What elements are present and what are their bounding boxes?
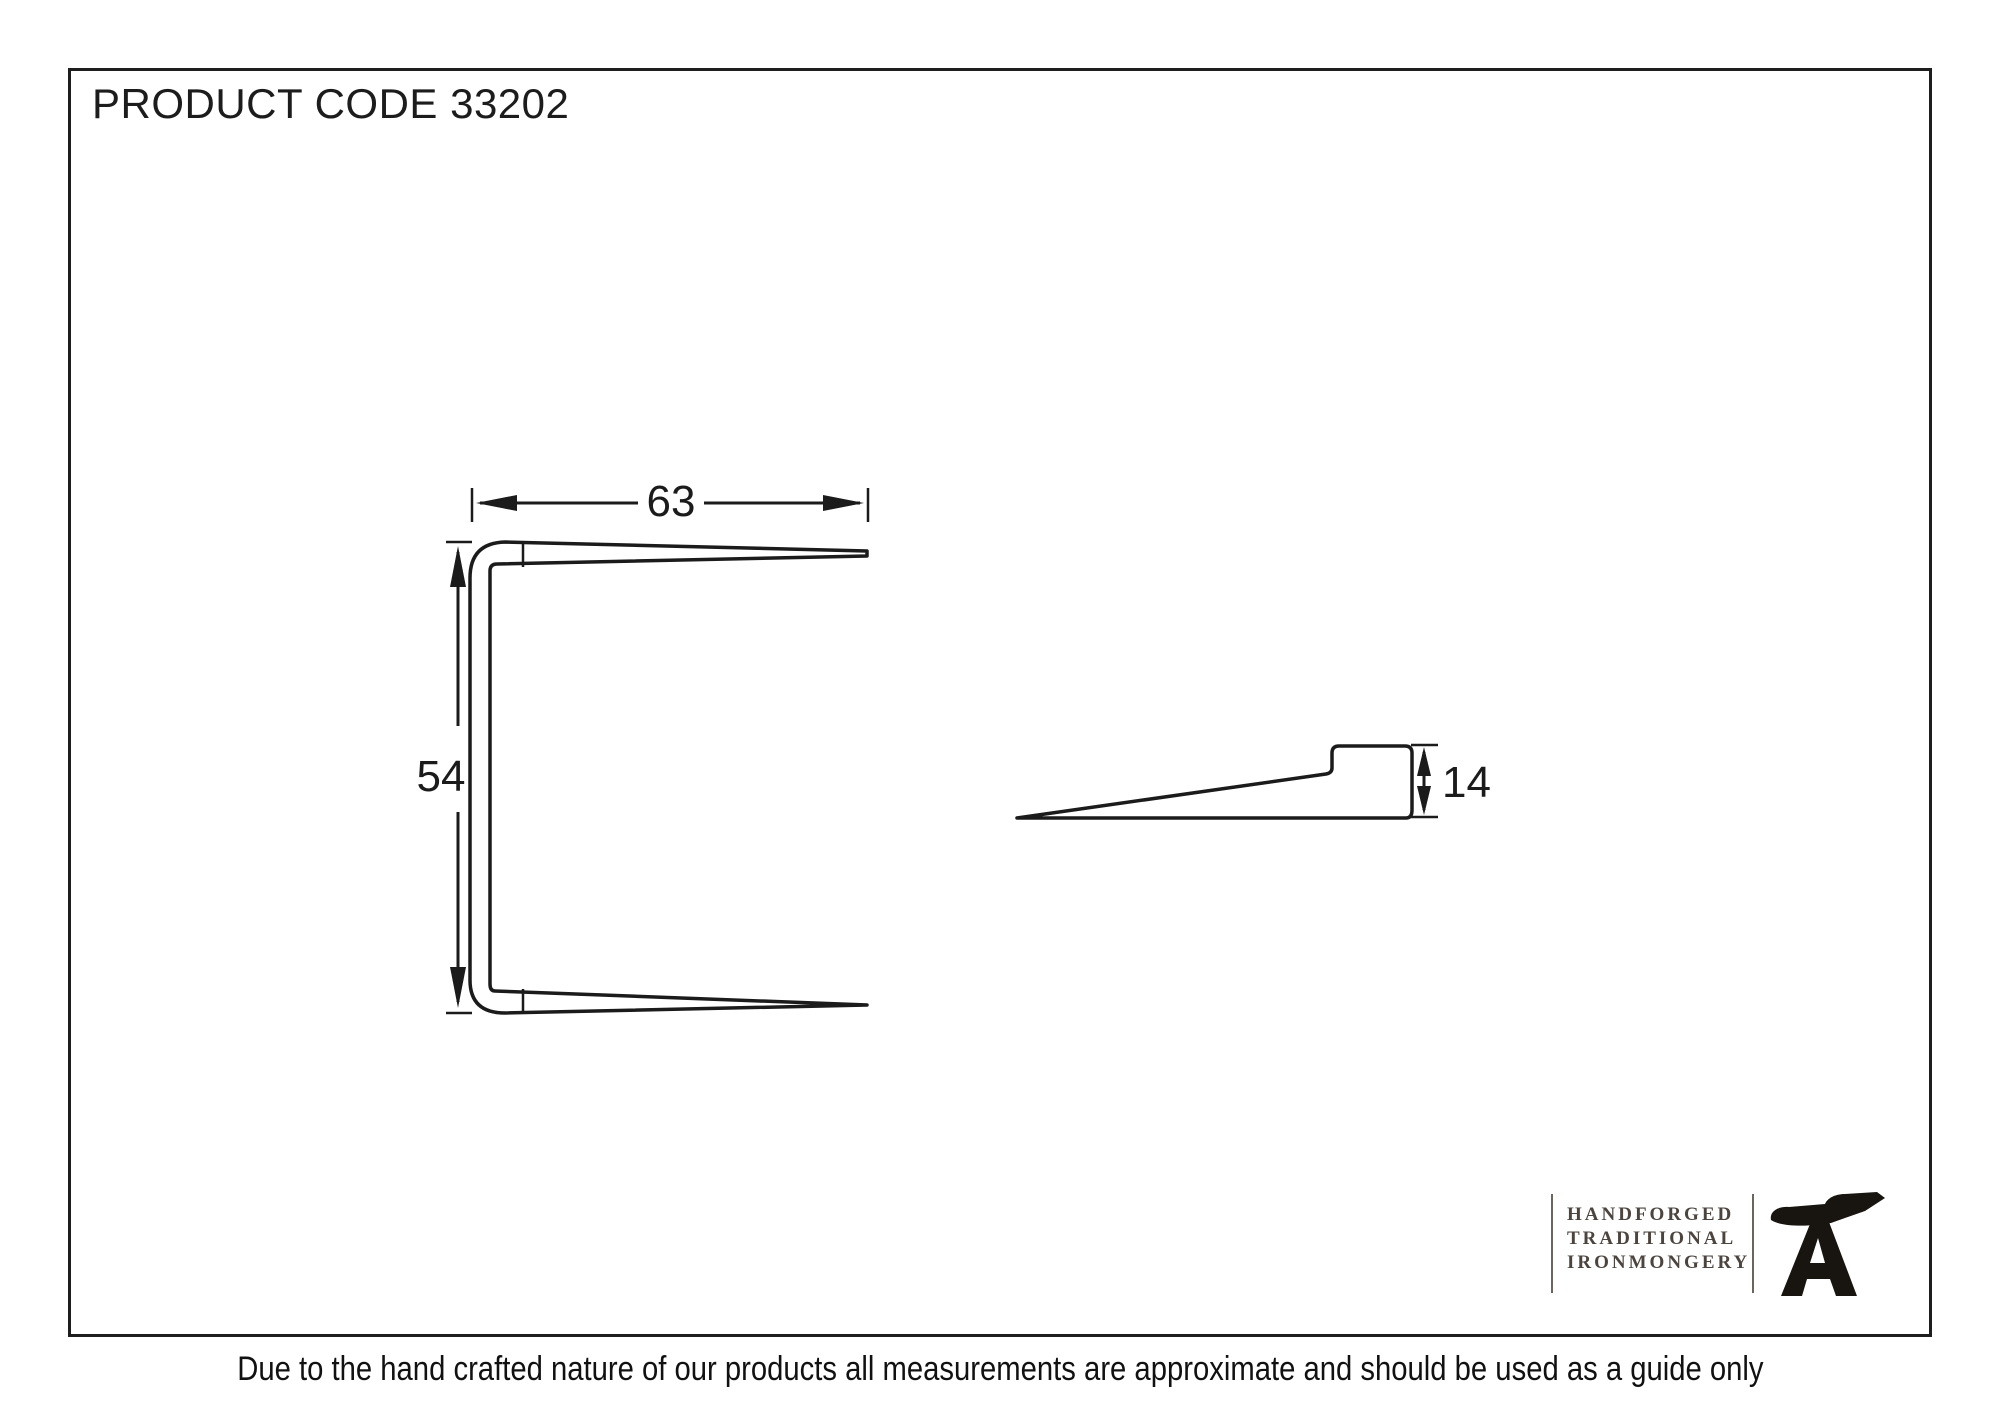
arrow-down-icon [450, 967, 466, 1008]
staple-front-view [470, 541, 867, 1014]
arrow-down-icon [1417, 786, 1431, 815]
staple-outline [470, 542, 867, 1013]
arrow-up-icon [450, 546, 466, 587]
dim-thickness-label: 14 [1442, 758, 1491, 807]
anvil-top-shape [1771, 1192, 1885, 1226]
disclaimer [0, 1350, 2000, 1389]
logo-divider-left [1551, 1194, 1553, 1293]
anvil-a-shape [1781, 1222, 1857, 1296]
brand-text-line3: IRONMONGERY [1567, 1252, 1751, 1273]
arrow-right-icon [823, 495, 864, 511]
dim-height-label: 54 [416, 752, 466, 801]
staple-side-profile [1017, 746, 1412, 818]
brand-text-line1: HANDFORGED [1567, 1204, 1735, 1225]
dim-width-label: 63 [646, 477, 696, 526]
arrow-up-icon [1417, 747, 1431, 776]
brand-text-line2: TRADITIONAL [1567, 1228, 1737, 1249]
arrow-left-icon [476, 495, 517, 511]
dimension-height [417, 542, 472, 1013]
wedge-outline [1017, 746, 1412, 818]
dimension-thickness [1411, 745, 1491, 817]
dimension-width [472, 477, 868, 526]
page-title: PRODUCT CODE 33202 [92, 80, 570, 127]
anvil-icon [1764, 1190, 1894, 1304]
disclaimer-text: Due to the hand crafted nature of our products all measurements are approximate and should be used as a guide only [236, 1350, 1764, 1388]
logo-divider-right [1752, 1194, 1754, 1293]
brand-text [1567, 1203, 1749, 1275]
